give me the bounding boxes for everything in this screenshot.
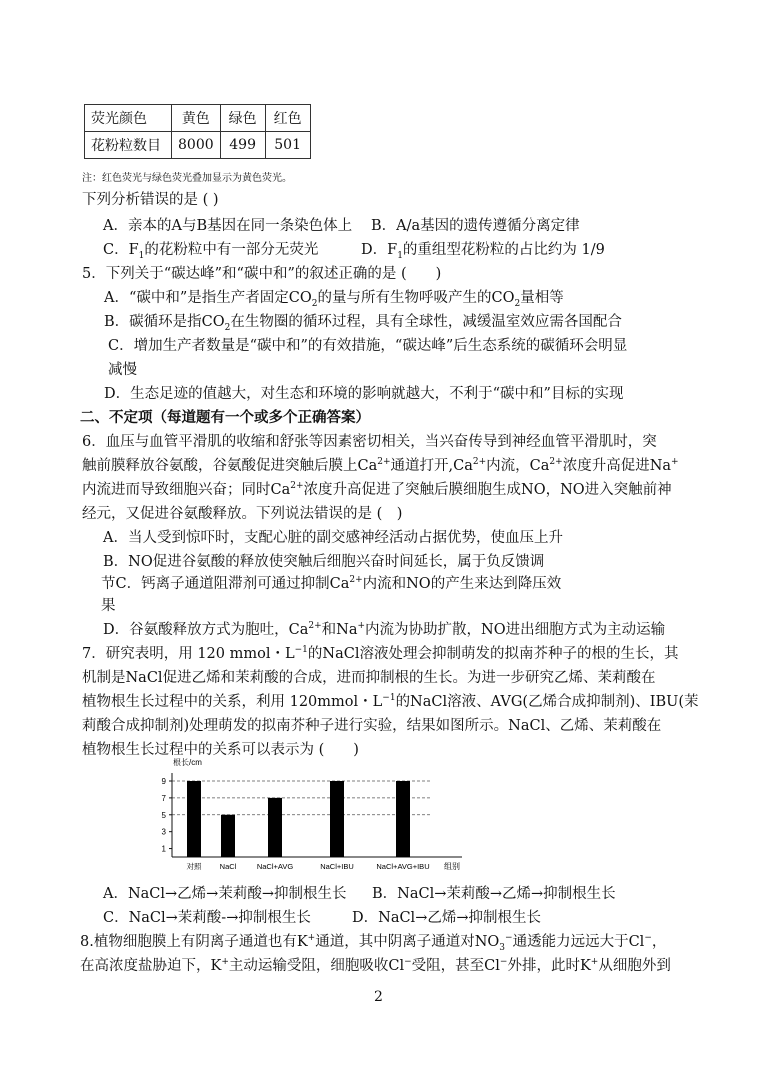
text: C．F xyxy=(103,242,139,258)
q5-option-c: C．增加生产者数量是“碳中和”的有效措施，“碳达峰”后生态系统的碳循环会明显 xyxy=(108,338,628,354)
text: 8.植物细胞膜上有阴离子通道也有K xyxy=(80,934,308,950)
text: 的量与所有生物呼吸产生的CO xyxy=(317,290,515,306)
superscript: − xyxy=(404,957,412,968)
table-cell: 绿色 xyxy=(220,105,265,132)
superscript: 2+ xyxy=(377,457,391,468)
subscript: 3 xyxy=(499,942,506,953)
superscript: −1 xyxy=(294,645,308,656)
subscript: 2 xyxy=(311,298,318,309)
q6-option-c-cont: 果 xyxy=(101,598,116,614)
q4-option-d xyxy=(361,240,605,260)
text: 在生物圈的循环过程，具有全球性，减缓温室效应需各国配合 xyxy=(230,314,622,330)
bar xyxy=(330,781,344,857)
text: 内流和NO的产生来达到降压效 xyxy=(362,576,562,592)
q4-option-a: A．亲本的A与B基因在同一条染色体上 xyxy=(103,218,353,234)
text: 通道，其中阴离子通道对NO xyxy=(315,934,500,950)
superscript: −1 xyxy=(382,693,396,704)
q6-line1: 6．血压与血管平滑肌的收缩和舒张等因素密切相关，当兴奋传导到神经血管平滑肌时，突 xyxy=(82,434,657,450)
text: 在高浓度盐胁迫下，K xyxy=(80,958,222,974)
table-header-row xyxy=(85,105,311,132)
q7-line5: 植物根生长过程中的关系可以表示为 ( ) xyxy=(82,742,359,758)
x-axis-label: 组别 xyxy=(444,862,460,871)
q7-option-a: A．NaCl→乙烯→茉莉酸→抑制根生长 xyxy=(103,886,347,902)
y-tick-label: 1 xyxy=(161,844,166,854)
table-cell: 荧光颜色 xyxy=(85,105,172,132)
superscript: 2+ xyxy=(472,457,487,468)
superscript: 2+ xyxy=(290,481,304,492)
q4-option-b: B．A/a基因的遗传遵循分离定律 xyxy=(371,218,580,234)
superscript: + xyxy=(590,957,599,968)
text: 内流进而导致细胞兴奋；同时Ca xyxy=(82,482,291,498)
text: 外排，此时K xyxy=(507,958,591,974)
fluorescence-table xyxy=(84,104,311,159)
text: 植物根生长过程中的关系，利用 120mmol・L xyxy=(82,694,383,710)
text: 从细胞外到 xyxy=(598,958,671,974)
page-number: 2 xyxy=(374,989,383,1005)
bar xyxy=(221,815,235,857)
q6-option-c xyxy=(101,574,561,594)
q8-line1 xyxy=(80,932,666,952)
q6-option-d xyxy=(103,620,665,640)
x-tick-label: NaCl xyxy=(219,862,237,871)
q5-option-d: D．生态足迹的值越大，对生态和环境的影响就越大，不利于“碳中和”目标的实现 xyxy=(104,386,624,402)
text: 内流，Ca xyxy=(486,458,550,474)
text: 的花粉粒中有一部分无荧光 xyxy=(144,242,319,258)
q7-line3 xyxy=(82,692,699,712)
x-tick-label: NaCl+IBU xyxy=(320,862,354,871)
table-cell: 499 xyxy=(220,132,265,159)
q7-line4: 莉酸合成抑制剂)处理萌发的拟南芥种子进行实验，结果如图所示。NaCl、乙烯、茉莉酸在 xyxy=(82,718,662,734)
text: D．F xyxy=(361,242,398,258)
q6-line4: 经元，又促进谷氨酸释放。下列说法错误的是 ( ) xyxy=(82,506,403,522)
text: 浓度升高促进Na xyxy=(562,458,672,474)
text: 和Na xyxy=(321,622,358,638)
text: B．碳循环是指CO xyxy=(104,314,225,330)
x-tick-label: NaCl+AVG+IBU xyxy=(376,862,430,871)
q7-option-d: D．NaCl→乙烯→抑制根生长 xyxy=(352,910,541,926)
text: 内流为协助扩散，NO进出细胞方式为主动运输 xyxy=(365,622,666,638)
text: 的NaCl溶液处理会抑制萌发的拟南芥种子的根的生长，其 xyxy=(307,646,679,662)
root-length-bar-chart xyxy=(150,757,480,877)
q4-stem: 下列分析错误的是 ( ) xyxy=(82,192,219,208)
q6-option-b: B．NO促进谷氨酸的释放使突触后细胞兴奋时间延长，属于负反馈调 xyxy=(103,554,545,570)
text: 节C．钙离子通道阻滞剂可通过抑制Ca xyxy=(101,576,350,592)
subscript: 1 xyxy=(397,250,403,261)
bar xyxy=(268,798,282,857)
superscript: + xyxy=(307,933,316,944)
text: 受阻，甚至Cl xyxy=(411,958,500,974)
table-cell: 红色 xyxy=(265,105,310,132)
superscript: 2+ xyxy=(349,575,363,586)
x-tick-label: 对照 xyxy=(186,862,202,871)
text: 主动运输受阻，细胞吸收Cl xyxy=(228,958,405,974)
table-note: 注：红色荧光与绿色荧光叠加显示为黄色荧光。 xyxy=(82,173,292,184)
text: 通透能力远远大于Cl xyxy=(512,934,645,950)
text: 量相等 xyxy=(520,290,564,306)
q7-option-b: B．NaCl→茉莉酸→乙烯→抑制根生长 xyxy=(372,886,616,902)
q7-option-c: C．NaCl→茉莉酸-→抑制根生长 xyxy=(103,910,311,926)
subscript: 1 xyxy=(138,250,145,261)
q7-line2: 机制是NaCl促进乙烯和茉莉酸的合成，进而抑制根的生长。为进一步研究乙烯、茉莉酸在 xyxy=(82,670,656,686)
superscript: + xyxy=(221,957,229,968)
q5-option-c-cont: 减慢 xyxy=(108,362,137,378)
superscript: + xyxy=(671,457,679,468)
superscript: + xyxy=(357,621,366,632)
table-cell: 501 xyxy=(265,132,310,159)
q5-option-b xyxy=(104,312,622,332)
text: 7．研究表明，用 120 mmol・L xyxy=(82,646,295,662)
text: A．“碳中和”是指生产者固定CO xyxy=(104,290,312,306)
q6-option-a: A．当人受到惊吓时，支配心脏的副交感神经活动占据优势，使血压上升 xyxy=(103,530,563,546)
y-axis-label: 根长/cm xyxy=(173,758,202,767)
text: 的重组型花粉粒的占比约为 1/9 xyxy=(402,242,605,258)
table-row xyxy=(85,132,311,159)
bar xyxy=(396,781,410,857)
q8-line2 xyxy=(80,956,671,976)
superscript: − xyxy=(499,957,508,968)
q4-option-c xyxy=(103,240,318,260)
q6-line2 xyxy=(82,456,679,476)
subscript: 2 xyxy=(224,322,231,333)
subscript: 2 xyxy=(514,298,521,309)
superscript: 2+ xyxy=(308,621,322,632)
section-heading: 二、不定项（每道题有一个或多个正确答案） xyxy=(80,409,370,426)
y-tick-label: 7 xyxy=(161,793,166,803)
superscript: 2+ xyxy=(549,457,563,468)
x-tick-label: NaCl+AVG xyxy=(256,862,294,871)
text: 通道打开,Ca xyxy=(390,458,473,474)
y-tick-label: 3 xyxy=(161,827,166,837)
table-cell: 黄色 xyxy=(172,105,221,132)
superscript: − xyxy=(505,933,513,944)
table-cell: 花粉粒数目 xyxy=(85,132,172,159)
superscript: − xyxy=(644,933,652,944)
q5-stem: 5．下列关于“碳达峰”和“碳中和”的叙述正确的是 ( ) xyxy=(82,266,442,282)
q6-line3 xyxy=(82,480,672,500)
y-tick-label: 9 xyxy=(161,777,166,786)
text: ， xyxy=(651,934,667,950)
q5-option-a xyxy=(104,288,564,308)
text: 触前膜释放谷氨酸，谷氨酸促进突触后膜上Ca xyxy=(82,458,378,474)
text: D．谷氨酸释放方式为胞吐，Ca xyxy=(103,622,309,638)
y-tick-label: 5 xyxy=(161,810,166,820)
bar xyxy=(187,781,201,857)
q7-line1 xyxy=(82,644,678,664)
text: 的NaCl溶液、AVG(乙烯合成抑制剂)、IBU(茉 xyxy=(395,694,699,710)
table-cell: 8000 xyxy=(172,132,221,159)
text: 浓度升高促进了突触后膜细胞生成NO，NO进入突触前神 xyxy=(303,482,672,498)
